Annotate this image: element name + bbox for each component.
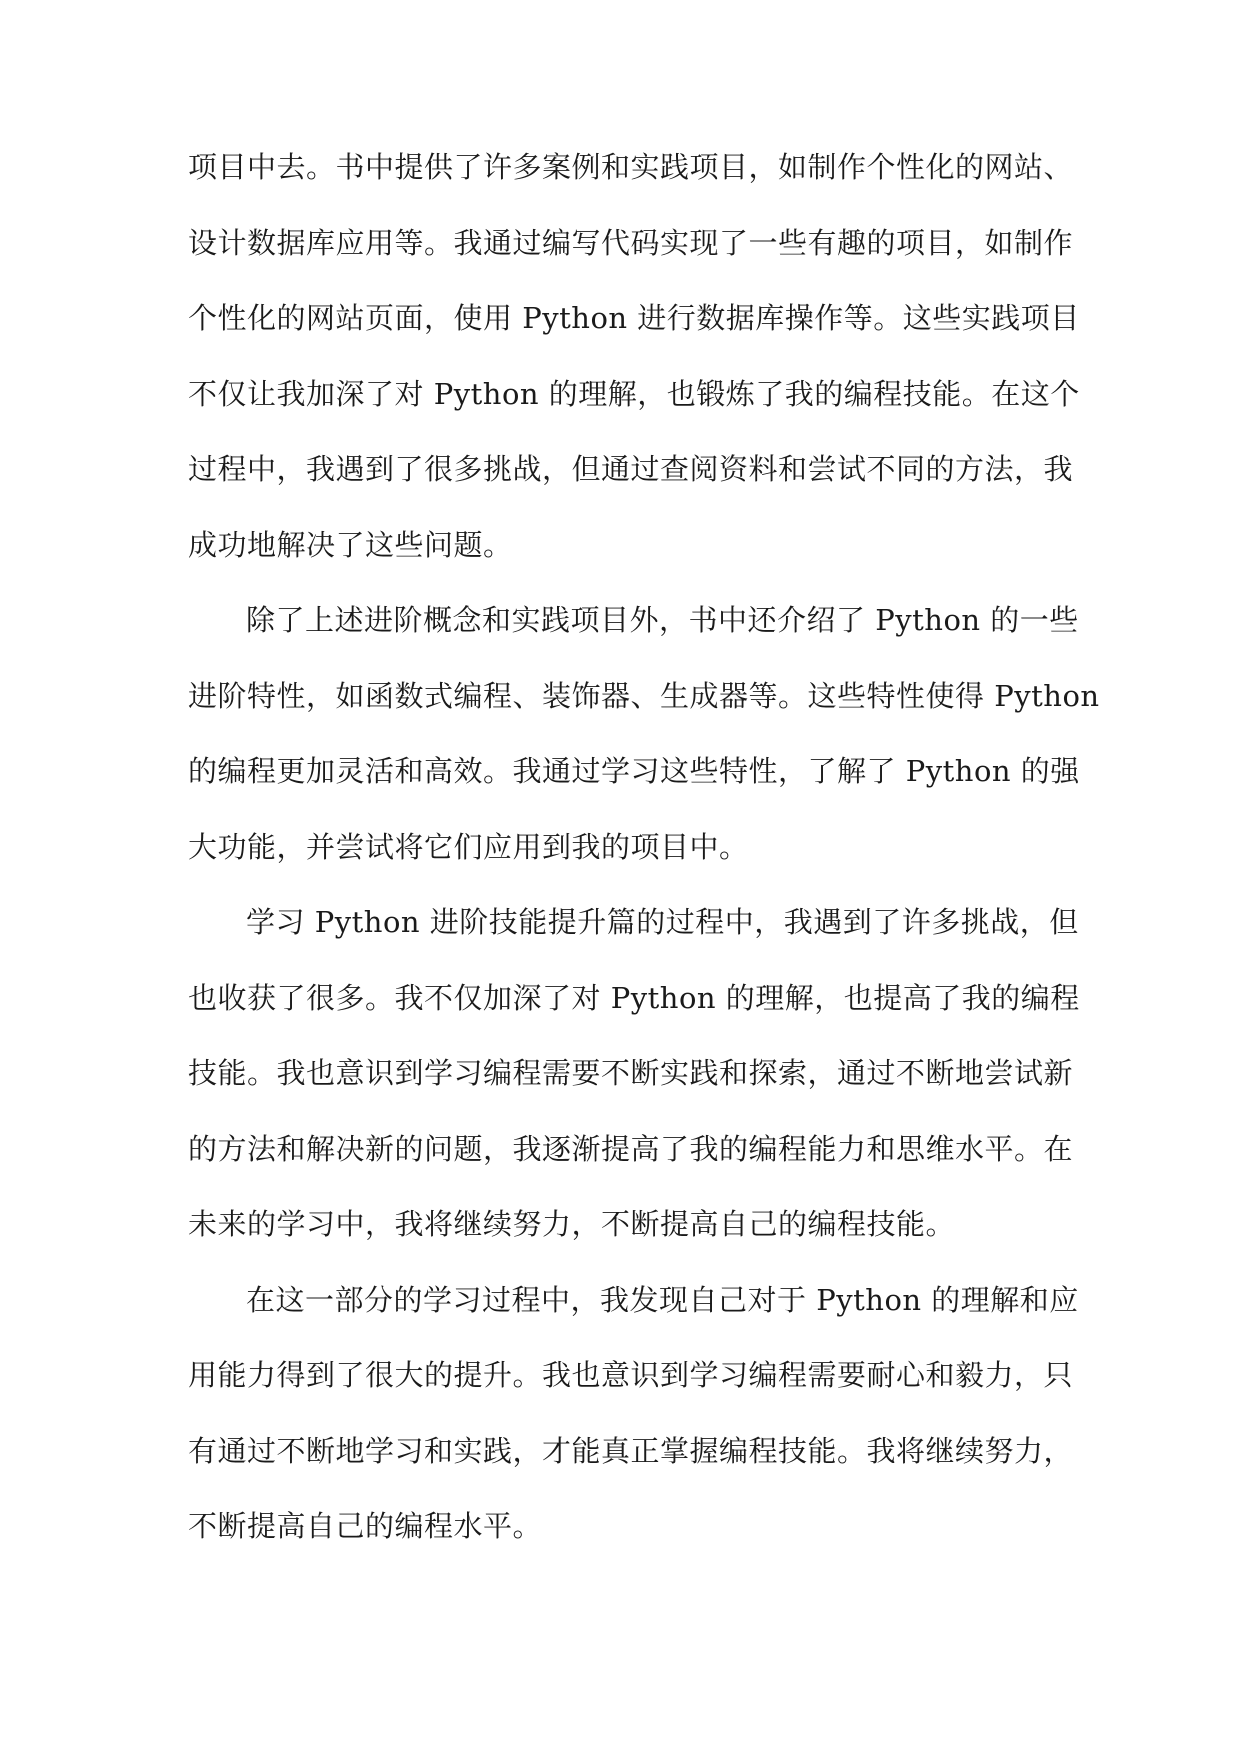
text-line: 不仅让我加深了对 Python 的理解，也锻炼了我的编程技能。在这个 bbox=[188, 376, 1080, 411]
text-line: 未来的学习中，我将继续努力，不断提高自己的编程技能。 bbox=[188, 1207, 956, 1241]
text-line: 也收获了很多。我不仅加深了对 Python 的理解，也提高了我的编程 bbox=[188, 980, 1080, 1015]
paragraph-start-line: 在这一部分的学习过程中，我发现自己对于 Python 的理解和应 bbox=[246, 1282, 1079, 1317]
body-text bbox=[188, 130, 1100, 1565]
text-line: 项目中去。书中提供了许多案例和实践项目，如制作个性化的网站、 bbox=[188, 150, 1074, 184]
text-line: 技能。我也意识到学习编程需要不断实践和探索，通过不断地尝试新 bbox=[188, 1056, 1074, 1090]
paragraph-start-line: 学习 Python 进阶技能提升篇的过程中，我遇到了许多挑战，但 bbox=[246, 905, 1079, 939]
text-line: 用能力得到了很大的提升。我也意识到学习编程需要耐心和毅力，只 bbox=[188, 1358, 1074, 1392]
text-line: 的编程更加灵活和高效。我通过学习这些特性，了解了 Python 的强 bbox=[188, 754, 1080, 788]
text-line: 有通过不断地学习和实践，才能真正掌握编程技能。我将继续努力， bbox=[188, 1433, 1074, 1468]
text-line: 大功能，并尝试将它们应用到我的项目中。 bbox=[188, 829, 749, 864]
text-line: 过程中，我遇到了很多挑战，但通过查阅资料和尝试不同的方法，我 bbox=[188, 452, 1074, 486]
text-line: 设计数据库应用等。我通过编写代码实现了一些有趣的项目，如制作 bbox=[188, 225, 1074, 260]
text-line: 成功地解决了这些问题。 bbox=[188, 527, 513, 562]
text-line: 个性化的网站页面，使用 Python 进行数据库操作等。这些实践项目 bbox=[188, 301, 1080, 335]
text-line: 进阶特性，如函数式编程、装饰器、生成器等。这些特性使得 Python bbox=[188, 678, 1100, 713]
text-line: 的方法和解决新的问题，我逐渐提高了我的编程能力和思维水平。在 bbox=[188, 1131, 1074, 1166]
text-line: 不断提高自己的编程水平。 bbox=[188, 1509, 543, 1543]
paragraph-start-line: 除了上述进阶概念和实践项目外，书中还介绍了 Python 的一些 bbox=[246, 603, 1079, 637]
